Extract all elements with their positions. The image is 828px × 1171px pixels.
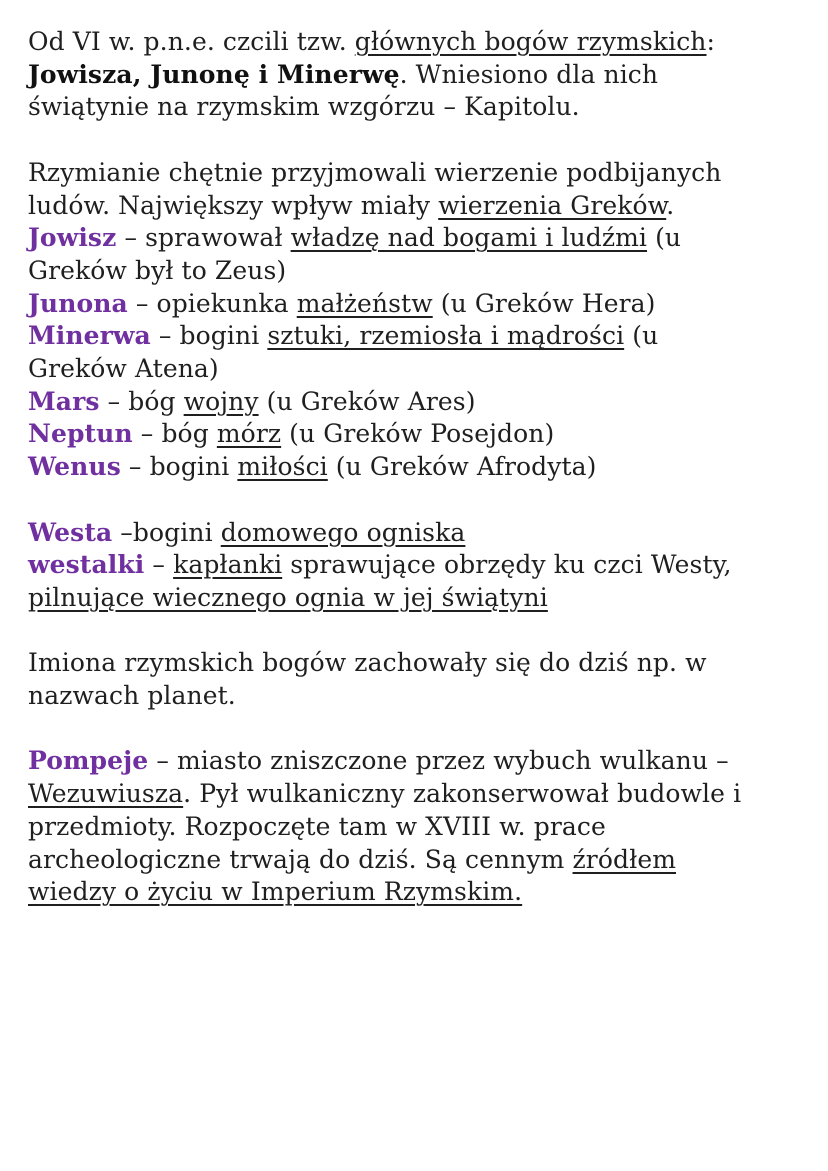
text-line [28,26,808,59]
god-name: Westa [28,517,113,547]
underlined-phrase: głównych bogów rzymskich [354,27,707,56]
text-span: – miasto zniszczone przez wybuch wulkanu – [148,746,729,776]
term-name: Pompeje [28,746,149,776]
text-span: : [706,27,716,56]
god-name: Junona [28,288,128,318]
text-span: (u [647,223,682,253]
text-span: – bogini [150,321,268,351]
underlined-phrase: wiedzy o życiu w Imperium Rzymskim. [28,877,523,907]
god-entry-junona [28,288,808,321]
document-page [28,26,808,942]
text-span: . Wniesiono dla nich [399,59,659,89]
text-span: – [144,550,174,580]
underlined-phrase: sztuki, rzemiosła i mądrości [267,321,625,351]
text-span: – bogini [120,452,238,482]
text-span: – opiekunka [127,288,297,318]
paragraph-roman-gods [28,157,808,484]
text-span: archeologiczne trwają do dziś. Są cennym [28,844,573,874]
bold-phrase: Jowisza, Junonę i Minerwę [28,59,400,89]
text-span: (u Greków Afrodyta) [327,452,597,482]
god-name: Jowisz [28,223,117,253]
text-span: Od VI w. p.n.e. czcili tzw. [28,27,355,56]
god-name: Mars [28,386,100,416]
god-entry-wenus [28,451,808,484]
god-entry-jowisz [28,222,808,255]
underlined-phrase: domowego ogniska [220,517,466,547]
text-line: Greków Atena) [28,354,219,384]
text-line: Greków był to Zeus) [28,255,287,285]
god-name: Neptun [28,419,133,449]
text-span: sprawujące obrzędy ku czci Westy, [282,550,732,580]
text-span: (u Greków Posejdon) [281,419,555,449]
text-span: ludów. Największy wpływ miały [28,190,439,220]
text-span: . [666,190,675,220]
text-line [28,517,808,550]
term-name: westalki [28,550,145,580]
underlined-phrase: władzę nad bogami i ludźmi [290,223,648,253]
paragraph-westa [28,517,808,615]
text-span: (u [624,321,659,351]
underlined-phrase: wojny [183,386,259,416]
text-line [28,190,808,223]
text-span: – bóg [99,386,184,416]
text-span: (u Greków Ares) [258,386,476,416]
paragraph-capitoline-gods [28,26,808,124]
underlined-phrase: miłości [237,452,328,482]
underlined-phrase: Wezuwiusza [28,779,184,809]
text-span: . Pył wulkaniczny zakonserwował budowle i [183,779,742,809]
text-span: (u Greków Hera) [432,288,656,318]
god-entry-minerwa [28,320,808,353]
text-line: przedmioty. Rozpoczęte tam w XVIII w. prace [28,811,606,841]
text-line [28,778,808,811]
underlined-phrase: kapłanki [173,550,283,580]
god-entry-neptun [28,418,808,451]
god-name: Wenus [28,452,121,482]
text-line: Imiona rzymskich bogów zachowały się do dziś np. w [28,648,707,678]
underlined-phrase: wierzenia Greków [438,190,667,220]
text-line: Rzymianie chętnie przyjmowali wierzenie podbijanych [28,157,722,187]
god-name: Minerwa [28,321,151,351]
paragraph-pompeje [28,745,808,909]
text-line [28,745,808,778]
god-entry-mars [28,386,808,419]
underlined-phrase: pilnujące wiecznego ognia w jej świątyni [28,582,548,612]
underlined-phrase: małżeństw [296,288,433,318]
text-line [28,582,808,615]
text-span: – sprawował [116,223,291,253]
text-line [28,844,808,877]
text-span: –bogini [112,517,221,547]
underlined-phrase: źródłem [572,844,677,874]
text-line: świątynie na rzymskim wzgórzu – Kapitolu. [28,92,580,122]
text-line [28,549,808,582]
text-line: nazwach planet. [28,681,236,711]
text-span: – bóg [132,419,217,449]
text-line [28,59,808,92]
paragraph-planets [28,647,808,712]
underlined-phrase: mórz [216,419,282,449]
text-line [28,876,808,909]
